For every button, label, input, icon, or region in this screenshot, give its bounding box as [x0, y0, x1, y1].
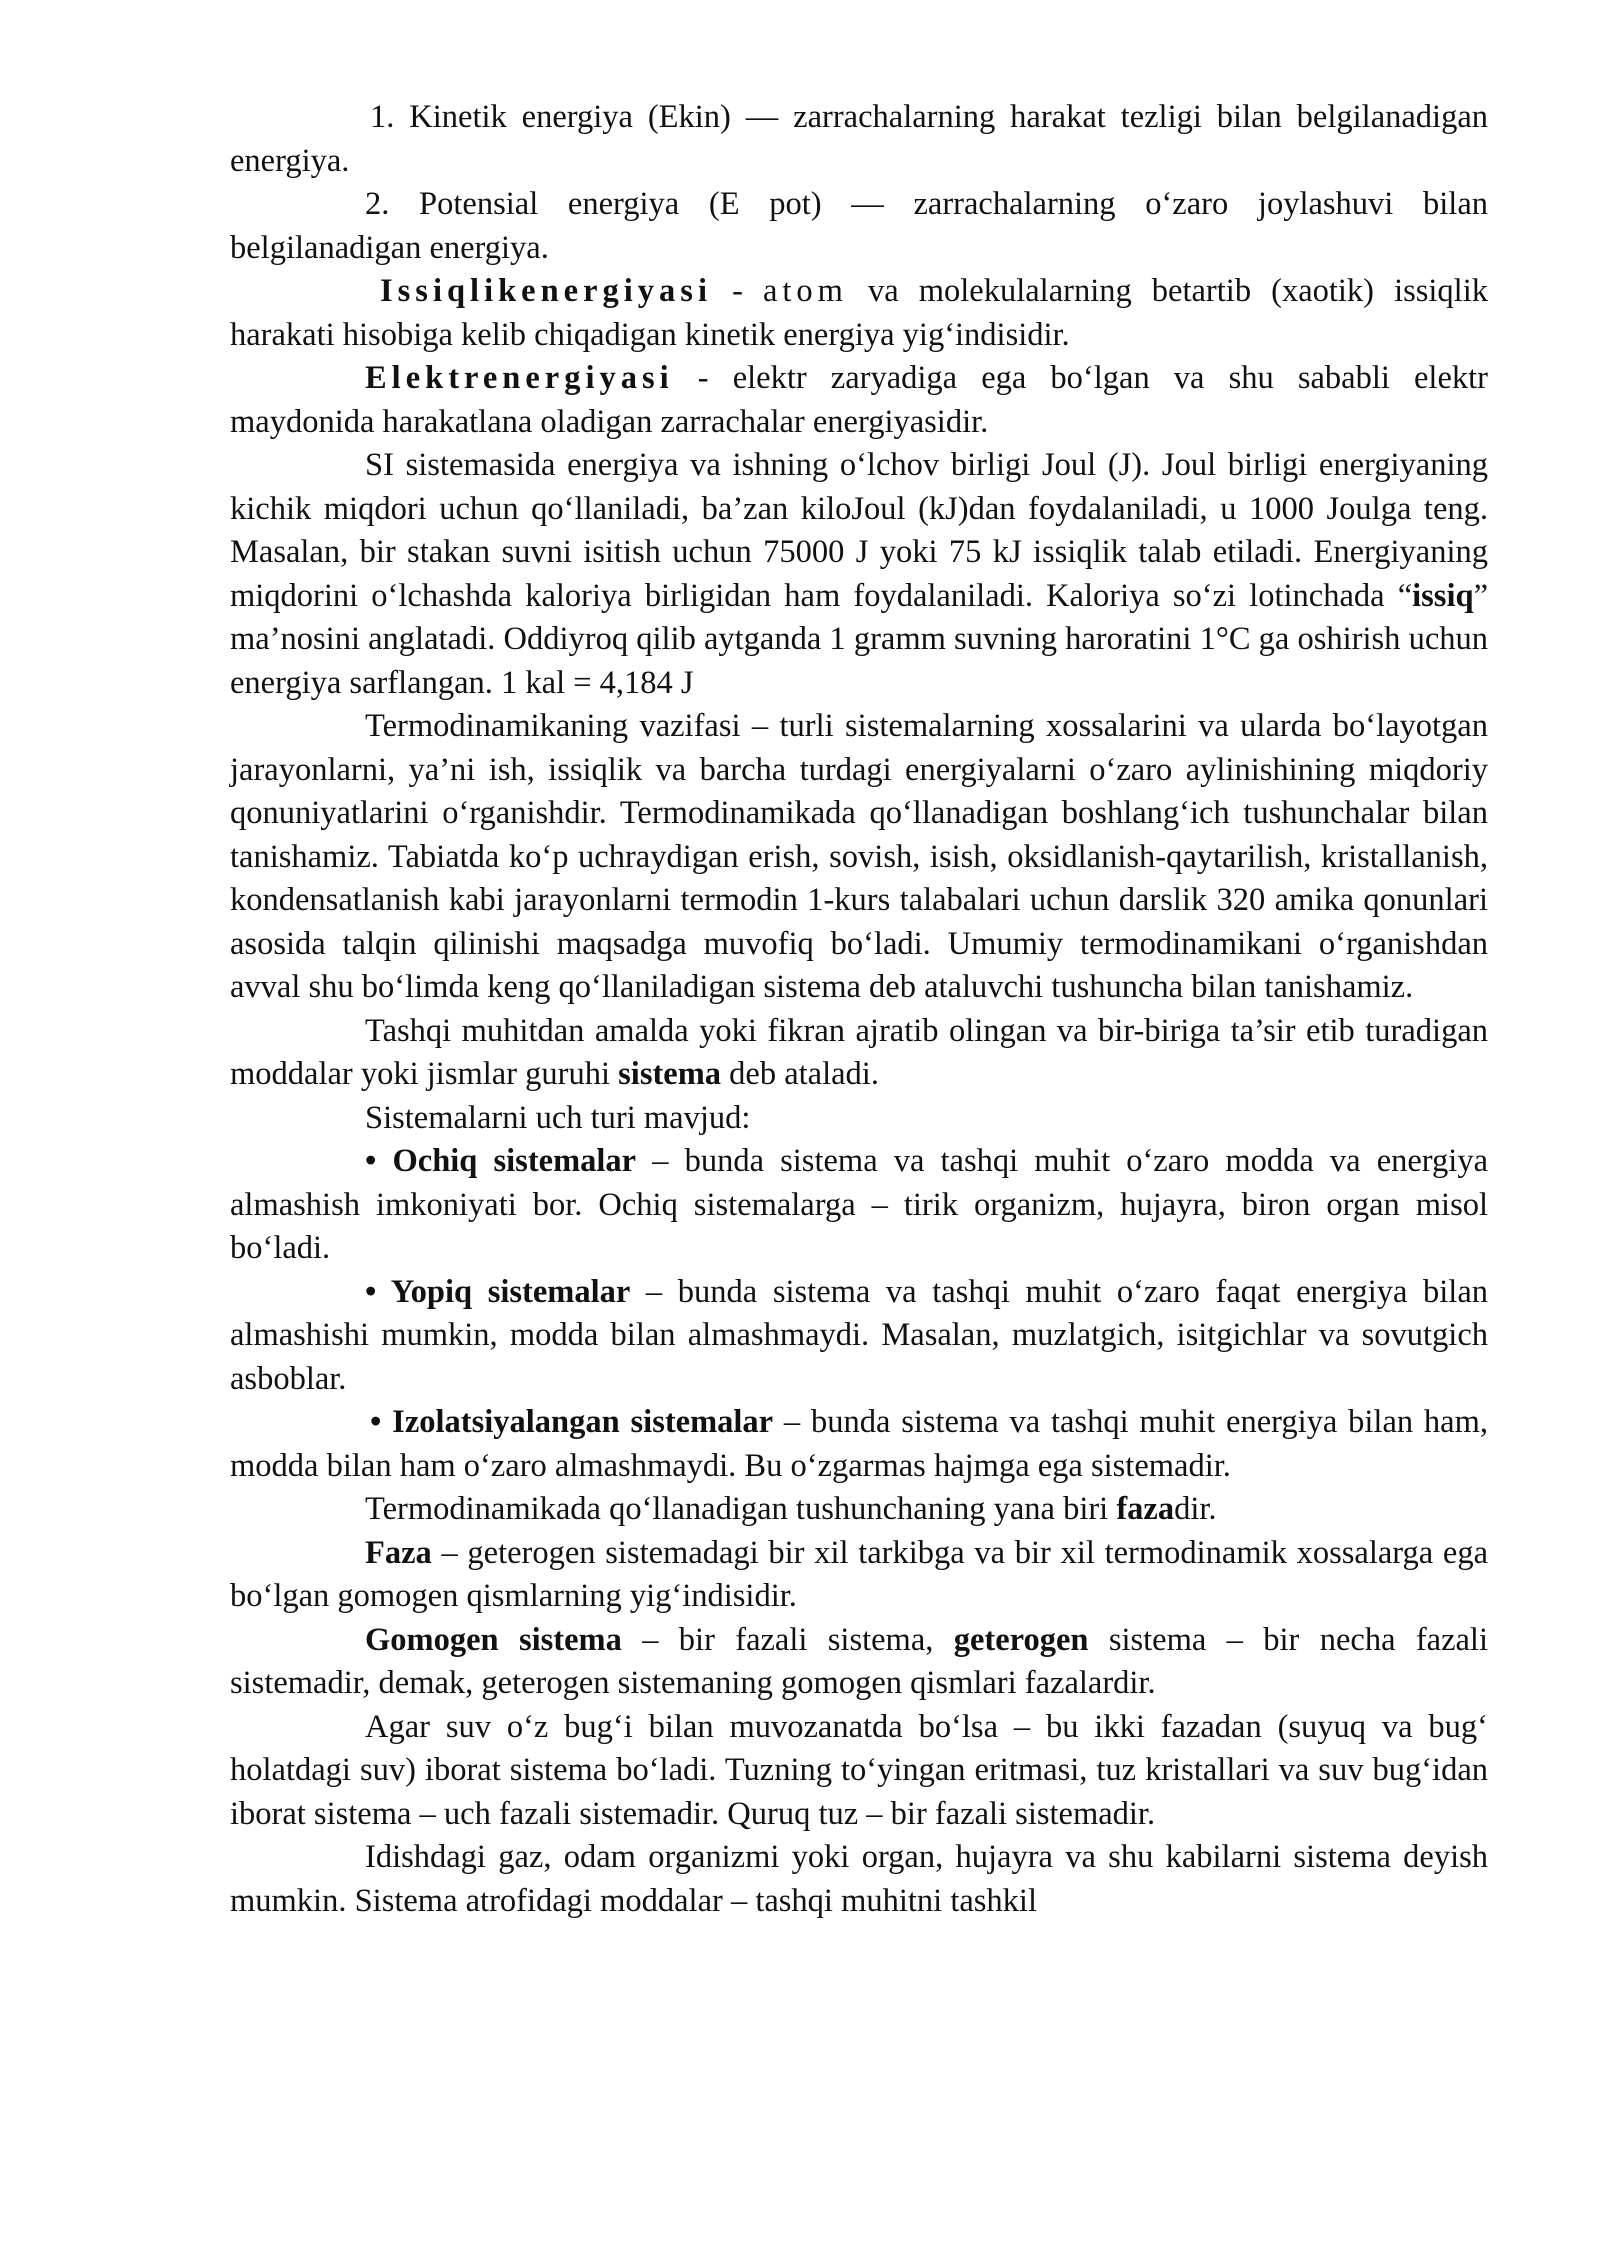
bullet-closed-systems [230, 1271, 1488, 1402]
text: – bunda sistema va tashqi muhit energiya bilan ham, modda bilan ham o‘zaro almashmaydi. Bu o‘zgarmas hajmga ega sistemadir. [230, 1404, 1488, 1484]
bullet-open-systems [230, 1140, 1488, 1271]
text: – bunda sistema va tashqi muhit o‘zaro modda va energiya almashish imkoniyati bor. Ochiq sistemalarga – tirik organizm, hujayra, biron organ misol bo‘ladi. [230, 1143, 1488, 1266]
text: Idishdagi gaz, odam organizmi yoki organ, hujayra va shu kabilarni sistema deyish mumkin. Sistema atrofidagi moddalar – tashqi muhitni tashkil [230, 1839, 1488, 1919]
paragraph-heat-energy [230, 270, 1488, 357]
text: ” ma’nosini anglatadi. Oddiyroq qilib aytganda 1 gramm suvning haroratini 1°C ga oshirish uchun energiya sarflangan. 1 kal = 4,184 J [230, 577, 1488, 701]
term-sistema: sistema [618, 1056, 722, 1092]
term-faza-heading: Faza [365, 1534, 432, 1571]
term-closed-systems: • Yopiq sistemalar [365, 1273, 631, 1310]
text: va molekulalarning betartib (xaotik) issiqlik harakati hisobiga kelib chiqadigan kinetik energiya yig‘indisidir. [230, 273, 1488, 353]
paragraph-potential-energy [230, 183, 1488, 270]
paragraph-gas-example [230, 1836, 1488, 1923]
term-issiq: issiq [1412, 577, 1474, 614]
text: SI sistemasida energiya va ishning o‘lchov birligi Joul (J). Joul birligi energiyaning kichik miqdori uchun qo‘llaniladi, ba’zan kiloJoul (kJ)dan foydalaniladi, u 1000 Joulga teng. Masalan, bir stakan suvni isitish uchun 75000 J yoki 75 kJ issiqlik talab etiladi. Energiyaning miqdorini o‘lchashda kaloriya birligidan ham foydalaniladi. Kaloriya so‘zi lotinchada “ [230, 447, 1488, 614]
term-heterogeneous: geterogen [953, 1621, 1089, 1658]
term-homogeneous: Gomogen sistema [365, 1621, 622, 1658]
text: deb ataladi. [721, 1056, 879, 1092]
text: Termodinamikada qo‘llanadigan tushunchaning yana biri [365, 1491, 1117, 1527]
paragraph-phase-definition [230, 1532, 1488, 1619]
text: 1. Kinetik energiya (Ekin) — zarrachalarning harakat tezligi bilan belgilanadigan energiya. [230, 99, 1488, 179]
paragraph-electric-energy [230, 357, 1488, 444]
text: – geterogen sistemadagi bir xil tarkibga va bir xil termodinamik xossalarga ega bo‘lgan gomogen qismlarning yig‘indisidir. [230, 1534, 1488, 1614]
text: – bunda sistema va tashqi muhit o‘zaro faqat energiya bilan almashishi mumkin, modda bilan almashmaydi. Masalan, muzlatgich, isitgichlar va sovutgich asboblar. [230, 1273, 1488, 1397]
bullet-isolated-systems [230, 1401, 1488, 1488]
term-faza: faza [1116, 1491, 1175, 1527]
text: Tashqi muhitdan amalda yoki fikran ajratib olingan va bir-biriga ta’sir etib turadigan moddalar yoki jismlar guruhi [230, 1012, 1488, 1092]
text-atom: atom [762, 273, 848, 309]
text: 2. Potensial energiya (E pot) — zarrachalarning o‘zaro joylashuvi bilan belgilanadigan energiya. [230, 186, 1488, 266]
paragraph-phase-intro [230, 1488, 1488, 1532]
term-isolated-systems: • Izolatsiyalangan sistemalar [370, 1404, 774, 1440]
text: Sistemalarni uch turi mavjud: [365, 1099, 751, 1136]
text: Agar suv o‘z bug‘i bilan muvozanatda bo‘lsa – bu ikki fazadan (suyuq va bug‘ holatdagi suv) iborat sistema bo‘ladi. Tuzning to‘yingan eritmasi, tuz kristallari va suv bug‘idan iborat sistema – uch fazali sistemadir. Quruq tuz – bir fazali sistemadir. [230, 1708, 1488, 1832]
text: sistema – bir necha fazali sistemadir, demak, geterogen sistemaning gomogen qismlari fazalardir. [230, 1621, 1488, 1701]
term-electric-energy: Elektrenergiyasi [365, 360, 674, 396]
paragraph-homogeneous-system [230, 1619, 1488, 1706]
paragraph-thermodynamics-task [230, 705, 1488, 1010]
term-open-systems: • Ochiq sistemalar [365, 1143, 637, 1179]
paragraph-system-definition [230, 1010, 1488, 1097]
term-heat-energy: Issiqlikenergiyasi [380, 273, 712, 309]
text: - elektr zaryadiga ega bo‘lgan va shu sababli elektr maydonida harakatlana oladigan zarrachalar energiyasidir. [230, 360, 1488, 440]
paragraph-kinetic-energy [230, 96, 1488, 183]
paragraph-water-example [230, 1706, 1488, 1837]
paragraph-si-units [230, 444, 1488, 705]
text: – bir fazali sistema, [621, 1621, 954, 1658]
text: dir. [1174, 1491, 1217, 1527]
text: - [712, 273, 763, 309]
paragraph-three-types [230, 1097, 1488, 1141]
text: Termodinamikaning vazifasi – turli sistemalarning xossalarini va ularda bo‘layotgan jarayonlarni, ya’ni ish, issiqlik va barcha turdagi energiyalarni o‘zaro aylinishining miqdoriy qonuniyatlarini o‘rganishdir. Termodinamikada qo‘llanadigan boshlang‘ich tushunchalar bilan tanishamiz. Tabiatda ko‘p uchraydigan erish, sovish, isish, oksidlanish-qaytarilish, kristallanish, kondensatlanish kabi jarayonlarni termodin 1-kurs talabalari uchun darslik 320 amika qonunlari asosida talqin qilinishi maqsadga muvofiq bo‘ladi. Umumiy termodinamikani o‘rganishdan avval shu bo‘limda keng qo‘llaniladigan sistema deb ataluvchi tushuncha bilan tanishamiz. [230, 708, 1488, 1005]
